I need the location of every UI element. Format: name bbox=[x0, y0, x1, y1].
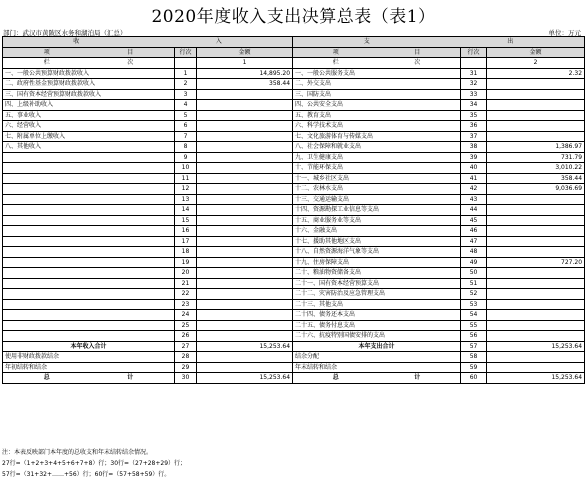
expense-amount bbox=[487, 194, 585, 205]
income-line-number: 6 bbox=[175, 121, 197, 132]
income-grand-total-amount: 15,253.64 bbox=[197, 373, 293, 384]
expense-item: 二十三、其他支出 bbox=[293, 299, 461, 310]
income-item: 一、一般公共预算财政拨款收入 bbox=[3, 68, 175, 79]
expense-amount-header: 金额 bbox=[487, 47, 585, 58]
expense-col-blank bbox=[461, 58, 487, 69]
income-amount bbox=[197, 194, 293, 205]
table-row bbox=[3, 268, 585, 279]
income-item bbox=[3, 299, 175, 310]
income-item bbox=[3, 152, 175, 163]
table-row bbox=[3, 299, 585, 310]
expense-item: 二、外交支出 bbox=[293, 79, 461, 90]
expense-line-number: 47 bbox=[461, 236, 487, 247]
expense-line-number: 52 bbox=[461, 289, 487, 300]
expense-amount: 727.20 bbox=[487, 257, 585, 268]
expense-item: 十四、资源勘探工业信息等支出 bbox=[293, 205, 461, 216]
table-row bbox=[3, 247, 585, 258]
expense-col-number: 2 bbox=[487, 58, 585, 69]
expense-amount bbox=[487, 310, 585, 321]
expense-item: 九、卫生健康支出 bbox=[293, 152, 461, 163]
expense-line-number: 31 bbox=[461, 68, 487, 79]
expense-line-number: 55 bbox=[461, 320, 487, 331]
income-item bbox=[3, 205, 175, 216]
table-row bbox=[3, 215, 585, 226]
table-row bbox=[3, 121, 585, 132]
income-amount bbox=[197, 152, 293, 163]
expense-line-number: 36 bbox=[461, 121, 487, 132]
income-item bbox=[3, 194, 175, 205]
expense-line-number: 34 bbox=[461, 100, 487, 111]
expense-line-number: 39 bbox=[461, 152, 487, 163]
income-item: 三、国有资本经营预算财政拨款收入 bbox=[3, 89, 175, 100]
opening-carryover-label: 年初结转和结余 bbox=[3, 362, 175, 373]
income-line-number: 18 bbox=[175, 247, 197, 258]
income-item bbox=[3, 215, 175, 226]
income-amount bbox=[197, 310, 293, 321]
header-row-column-numbers bbox=[3, 58, 585, 69]
income-line-number: 13 bbox=[175, 194, 197, 205]
header-row-sections bbox=[3, 37, 585, 48]
expense-line-number: 42 bbox=[461, 184, 487, 195]
expense-line-number: 32 bbox=[461, 79, 487, 90]
expense-line-number: 53 bbox=[461, 299, 487, 310]
income-amount bbox=[197, 205, 293, 216]
expense-line-number: 40 bbox=[461, 163, 487, 174]
expense-line-number: 37 bbox=[461, 131, 487, 142]
income-line-number: 4 bbox=[175, 100, 197, 111]
income-item: 二、政府性基金预算财政拨款收入 bbox=[3, 79, 175, 90]
income-line-number: 5 bbox=[175, 110, 197, 121]
income-line-number: 22 bbox=[175, 289, 197, 300]
expense-item: 二十六、抗疫特别国债安排的支出 bbox=[293, 331, 461, 342]
income-line-number: 17 bbox=[175, 236, 197, 247]
note-line: 27行=（1+2+3+4+5+6+7+8）行；30行=（27+28+29）行； bbox=[2, 460, 187, 467]
table-row bbox=[3, 173, 585, 184]
income-line-number: 1 bbox=[175, 68, 197, 79]
expense-item: 十一、城乡社区支出 bbox=[293, 173, 461, 184]
expense-line-number: 48 bbox=[461, 247, 487, 258]
closing-carryover-label: 年末结转和结余 bbox=[293, 362, 461, 373]
expense-amount: 358.44 bbox=[487, 173, 585, 184]
income-amount bbox=[197, 110, 293, 121]
income-item: 五、事业收入 bbox=[3, 110, 175, 121]
income-item: 四、上级补助收入 bbox=[3, 100, 175, 111]
income-amount bbox=[197, 257, 293, 268]
expense-total-line: 57 bbox=[461, 341, 487, 352]
expense-item: 二十、粮油物资储备支出 bbox=[293, 268, 461, 279]
table-notes bbox=[2, 447, 186, 480]
expense-amount bbox=[487, 121, 585, 132]
non-fiscal-balance-label: 使用非财政拨款结余 bbox=[3, 352, 175, 363]
expense-line-number: 41 bbox=[461, 173, 487, 184]
note-line: 57行=（31+32+……+56）行；60行=（57+58+59）行。 bbox=[2, 471, 171, 478]
income-item bbox=[3, 268, 175, 279]
income-total-label: 本年收入合计 bbox=[3, 341, 175, 352]
expense-amount bbox=[487, 268, 585, 279]
expense-total-label: 本年支出合计 bbox=[293, 341, 461, 352]
expense-amount bbox=[487, 226, 585, 237]
table-row bbox=[3, 226, 585, 237]
expense-grand-total-label: 总 计 bbox=[293, 373, 461, 384]
expense-line-number: 38 bbox=[461, 142, 487, 153]
income-line-number: 12 bbox=[175, 184, 197, 195]
table-row bbox=[3, 79, 585, 90]
income-amount bbox=[197, 236, 293, 247]
expense-item: 二十五、债务付息支出 bbox=[293, 320, 461, 331]
table-row bbox=[3, 278, 585, 289]
expense-line-number: 56 bbox=[461, 331, 487, 342]
expense-line-header: 行次 bbox=[461, 47, 487, 58]
expense-item: 二十二、灾害防治及应急管理支出 bbox=[293, 289, 461, 300]
income-line-number: 3 bbox=[175, 89, 197, 100]
table-row bbox=[3, 89, 585, 100]
income-line-number: 26 bbox=[175, 331, 197, 342]
expense-amount bbox=[487, 278, 585, 289]
expense-amount bbox=[487, 299, 585, 310]
expense-item: 十二、农林水支出 bbox=[293, 184, 461, 195]
expense-item: 十五、商业服务业等支出 bbox=[293, 215, 461, 226]
table-row bbox=[3, 320, 585, 331]
income-amount-header: 金额 bbox=[197, 47, 293, 58]
opening-carryover-line: 29 bbox=[175, 362, 197, 373]
expense-line-number: 54 bbox=[461, 310, 487, 321]
balance-distribution-label: 结余分配 bbox=[293, 352, 461, 363]
income-amount bbox=[197, 226, 293, 237]
balance-use-row bbox=[3, 352, 585, 363]
closing-carryover-line: 59 bbox=[461, 362, 487, 373]
income-item bbox=[3, 310, 175, 321]
expense-item: 十三、交通运输支出 bbox=[293, 194, 461, 205]
expense-item: 十九、住房保障支出 bbox=[293, 257, 461, 268]
income-item bbox=[3, 163, 175, 174]
balance-distribution-line: 58 bbox=[461, 352, 487, 363]
expense-amount bbox=[487, 331, 585, 342]
non-fiscal-balance-amount bbox=[197, 352, 293, 363]
expense-item: 二十一、国有资本经营预算支出 bbox=[293, 278, 461, 289]
expense-col-label: 栏 次 bbox=[293, 58, 461, 69]
income-amount bbox=[197, 299, 293, 310]
expense-amount bbox=[487, 205, 585, 216]
income-line-header: 行次 bbox=[175, 47, 197, 58]
expense-item: 三、国防支出 bbox=[293, 89, 461, 100]
table-row bbox=[3, 152, 585, 163]
expense-line-number: 46 bbox=[461, 226, 487, 237]
income-amount bbox=[197, 278, 293, 289]
income-total-amount: 15,253.64 bbox=[197, 341, 293, 352]
table-row bbox=[3, 100, 585, 111]
expense-amount bbox=[487, 289, 585, 300]
income-amount bbox=[197, 215, 293, 226]
expense-item: 十六、金融支出 bbox=[293, 226, 461, 237]
income-line-number: 25 bbox=[175, 320, 197, 331]
carryover-row bbox=[3, 362, 585, 373]
expense-item: 五、教育支出 bbox=[293, 110, 461, 121]
income-item: 六、经营收入 bbox=[3, 121, 175, 132]
expense-section-header: 支 出 bbox=[293, 37, 585, 48]
income-line-number: 24 bbox=[175, 310, 197, 321]
income-amount bbox=[197, 142, 293, 153]
income-amount bbox=[197, 131, 293, 142]
table-row bbox=[3, 110, 585, 121]
income-amount bbox=[197, 173, 293, 184]
income-total-line: 27 bbox=[175, 341, 197, 352]
expense-grand-total-amount: 15,253.64 bbox=[487, 373, 585, 384]
income-item bbox=[3, 173, 175, 184]
income-line-number: 23 bbox=[175, 299, 197, 310]
income-item bbox=[3, 278, 175, 289]
expense-item: 八、社会保障和就业支出 bbox=[293, 142, 461, 153]
income-line-number: 10 bbox=[175, 163, 197, 174]
table-row bbox=[3, 310, 585, 321]
income-amount bbox=[197, 184, 293, 195]
table-row bbox=[3, 289, 585, 300]
income-amount bbox=[197, 100, 293, 111]
income-amount bbox=[197, 121, 293, 132]
income-item bbox=[3, 320, 175, 331]
income-amount: 358.44 bbox=[197, 79, 293, 90]
expense-amount: 3,010.22 bbox=[487, 163, 585, 174]
expense-amount bbox=[487, 110, 585, 121]
expense-item-header: 项 目 bbox=[293, 47, 461, 58]
department-label: 部门：武汉市黄陂区水务和湖泊局（汇总） bbox=[3, 29, 127, 37]
budget-summary-table bbox=[2, 36, 585, 384]
income-line-number: 7 bbox=[175, 131, 197, 142]
expense-item: 十七、援助其他地区支出 bbox=[293, 236, 461, 247]
header-row-columns bbox=[3, 47, 585, 58]
income-item bbox=[3, 236, 175, 247]
table-row bbox=[3, 163, 585, 174]
expense-line-number: 50 bbox=[461, 268, 487, 279]
table-row bbox=[3, 236, 585, 247]
income-amount bbox=[197, 89, 293, 100]
table-row bbox=[3, 131, 585, 142]
balance-distribution-amount bbox=[487, 352, 585, 363]
income-amount bbox=[197, 331, 293, 342]
expense-amount bbox=[487, 79, 585, 90]
grand-total-row bbox=[3, 373, 585, 384]
expense-amount bbox=[487, 131, 585, 142]
expense-amount bbox=[487, 236, 585, 247]
table-row bbox=[3, 184, 585, 195]
income-amount bbox=[197, 268, 293, 279]
closing-carryover-amount bbox=[487, 362, 585, 373]
expense-item: 六、科学技术支出 bbox=[293, 121, 461, 132]
expense-line-number: 51 bbox=[461, 278, 487, 289]
table-row bbox=[3, 205, 585, 216]
expense-amount bbox=[487, 100, 585, 111]
income-amount bbox=[197, 163, 293, 174]
income-grand-total-label: 总 计 bbox=[3, 373, 175, 384]
opening-carryover-amount bbox=[197, 362, 293, 373]
income-line-number: 19 bbox=[175, 257, 197, 268]
table-row bbox=[3, 194, 585, 205]
income-item bbox=[3, 226, 175, 237]
expense-item: 十八、自然资源海洋气象等支出 bbox=[293, 247, 461, 258]
table-row bbox=[3, 257, 585, 268]
expense-line-number: 43 bbox=[461, 194, 487, 205]
expense-line-number: 49 bbox=[461, 257, 487, 268]
note-line: 注：本表反映部门本年度的总收支和年末结转结余情况。 bbox=[2, 449, 153, 456]
expense-amount: 1,386.97 bbox=[487, 142, 585, 153]
income-line-number: 15 bbox=[175, 215, 197, 226]
expense-item: 十、节能环保支出 bbox=[293, 163, 461, 174]
income-item: 七、附属单位上缴收入 bbox=[3, 131, 175, 142]
income-col-label: 栏 次 bbox=[3, 58, 175, 69]
income-section-header: 收 入 bbox=[3, 37, 293, 48]
income-item bbox=[3, 289, 175, 300]
income-item bbox=[3, 247, 175, 258]
income-amount bbox=[197, 320, 293, 331]
income-amount: 14,895.20 bbox=[197, 68, 293, 79]
income-item bbox=[3, 184, 175, 195]
expense-item: 二十四、债务还本支出 bbox=[293, 310, 461, 321]
expense-item: 一、一般公共服务支出 bbox=[293, 68, 461, 79]
expense-amount bbox=[487, 247, 585, 258]
expense-grand-total-line: 60 bbox=[461, 373, 487, 384]
table-row bbox=[3, 142, 585, 153]
income-line-number: 8 bbox=[175, 142, 197, 153]
expense-line-number: 33 bbox=[461, 89, 487, 100]
expense-amount: 9,036.69 bbox=[487, 184, 585, 195]
expense-amount bbox=[487, 215, 585, 226]
income-line-number: 9 bbox=[175, 152, 197, 163]
expense-total-amount: 15,253.64 bbox=[487, 341, 585, 352]
income-col-number: 1 bbox=[197, 58, 293, 69]
expense-amount: 2.32 bbox=[487, 68, 585, 79]
income-line-number: 11 bbox=[175, 173, 197, 184]
income-amount bbox=[197, 247, 293, 258]
income-line-number: 16 bbox=[175, 226, 197, 237]
expense-amount bbox=[487, 89, 585, 100]
income-grand-total-line: 30 bbox=[175, 373, 197, 384]
income-line-number: 14 bbox=[175, 205, 197, 216]
income-line-number: 21 bbox=[175, 278, 197, 289]
income-item bbox=[3, 257, 175, 268]
table-row bbox=[3, 331, 585, 342]
page-title: 2020年度收入支出决算总表（表1） bbox=[151, 7, 436, 27]
total-row bbox=[3, 341, 585, 352]
expense-item: 七、文化旅游体育与传媒支出 bbox=[293, 131, 461, 142]
income-col-blank bbox=[175, 58, 197, 69]
expense-line-number: 45 bbox=[461, 215, 487, 226]
income-item: 八、其他收入 bbox=[3, 142, 175, 153]
income-amount bbox=[197, 289, 293, 300]
expense-amount bbox=[487, 320, 585, 331]
expense-item: 四、公共安全支出 bbox=[293, 100, 461, 111]
income-line-number: 20 bbox=[175, 268, 197, 279]
expense-line-number: 35 bbox=[461, 110, 487, 121]
expense-amount: 731.79 bbox=[487, 152, 585, 163]
income-item-header: 项 目 bbox=[3, 47, 175, 58]
unit-label: 单位：万元 bbox=[548, 29, 581, 37]
non-fiscal-balance-line: 28 bbox=[175, 352, 197, 363]
table-row bbox=[3, 68, 585, 79]
income-item bbox=[3, 331, 175, 342]
expense-line-number: 44 bbox=[461, 205, 487, 216]
income-line-number: 2 bbox=[175, 79, 197, 90]
